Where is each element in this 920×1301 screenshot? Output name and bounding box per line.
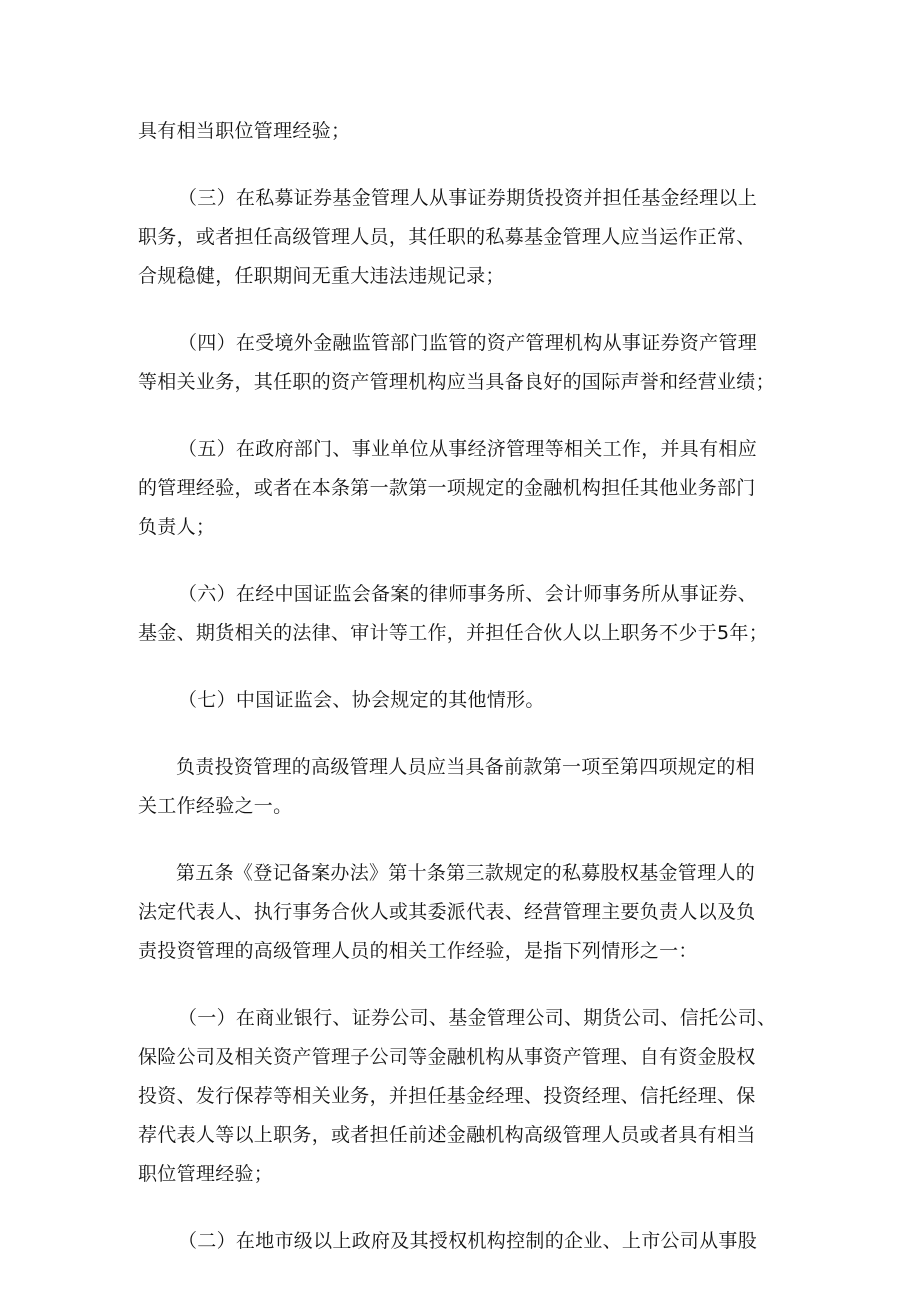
- text-line: 投资、发行保荐等相关业务，并担任基金经理、投资经理、信托经理、保: [138, 1085, 756, 1107]
- text-line: 法定代表人、执行事务合伙人或其委派代表、经营管理主要负责人以及负: [138, 901, 756, 923]
- article-5-paragraph: [138, 854, 798, 971]
- text-line: 负责人；: [138, 516, 216, 538]
- text-line: 荐代表人等以上职务，或者担任前述金融机构高级管理人员或者具有相当: [138, 1124, 756, 1146]
- text-line: 责投资管理的高级管理人员的相关工作经验，是指下列情形之一：: [138, 940, 698, 962]
- text-line: （一）在商业银行、证券公司、基金管理公司、期货公司、信托公司、: [178, 1007, 777, 1029]
- text-line: 负责投资管理的高级管理人员应当具备前款第一项至第四项规定的相: [176, 756, 756, 778]
- clause-item-5: [138, 430, 798, 547]
- clause-item-2: [138, 1222, 798, 1261]
- document-page: [138, 112, 798, 1289]
- text-line: 保险公司及相关资产管理子公司等金融机构从事资产管理、自有资金股权: [138, 1046, 756, 1068]
- text-line: （六）在经中国证监会备案的律师事务所、会计师事务所从事证券、: [178, 583, 758, 605]
- clause-item-6: [138, 575, 798, 653]
- text-line: 职位管理经验；: [138, 1163, 274, 1185]
- clause-item-7: [138, 681, 798, 720]
- text-line: （四）在受境外金融监管部门监管的资产管理机构从事证券资产管理: [178, 332, 758, 354]
- text-line: 合规稳健，任职期间无重大违法违规记录；: [138, 265, 505, 287]
- text-line: 基金、期货相关的法律、审计等工作，并担任合伙人以上职务不少于5年；: [138, 622, 768, 644]
- text-line: 的管理经验，或者在本条第一款第一项规定的金融机构担任其他业务部门: [138, 477, 756, 499]
- text-line: 具有相当职位管理经验；: [138, 120, 351, 142]
- clause-item-3: [138, 179, 798, 296]
- body-paragraph: [138, 748, 798, 826]
- text-line: （二）在地市级以上政府及其授权机构控制的企业、上市公司从事股: [178, 1230, 758, 1252]
- text-line: （五）在政府部门、事业单位从事经济管理等相关工作，并具有相应: [178, 438, 758, 460]
- text-line: 等相关业务，其任职的资产管理机构应当具备良好的国际声誉和经营业绩；: [138, 371, 775, 393]
- text-line: 第五条《登记备案办法》第十条第三款规定的私募股权基金管理人的: [176, 862, 756, 884]
- clause-item-4: [138, 324, 798, 402]
- paragraph-continuation: [138, 112, 798, 151]
- clause-item-1: [138, 999, 798, 1194]
- text-line: 职务，或者担任高级管理人员，其任职的私募基金管理人应当运作正常、: [138, 226, 756, 248]
- text-line: （七）中国证监会、协会规定的其他情形。: [178, 689, 545, 711]
- text-line: 关工作经验之一。: [138, 795, 293, 817]
- text-line: （三）在私募证券基金管理人从事证券期货投资并担任基金经理以上: [178, 187, 758, 209]
